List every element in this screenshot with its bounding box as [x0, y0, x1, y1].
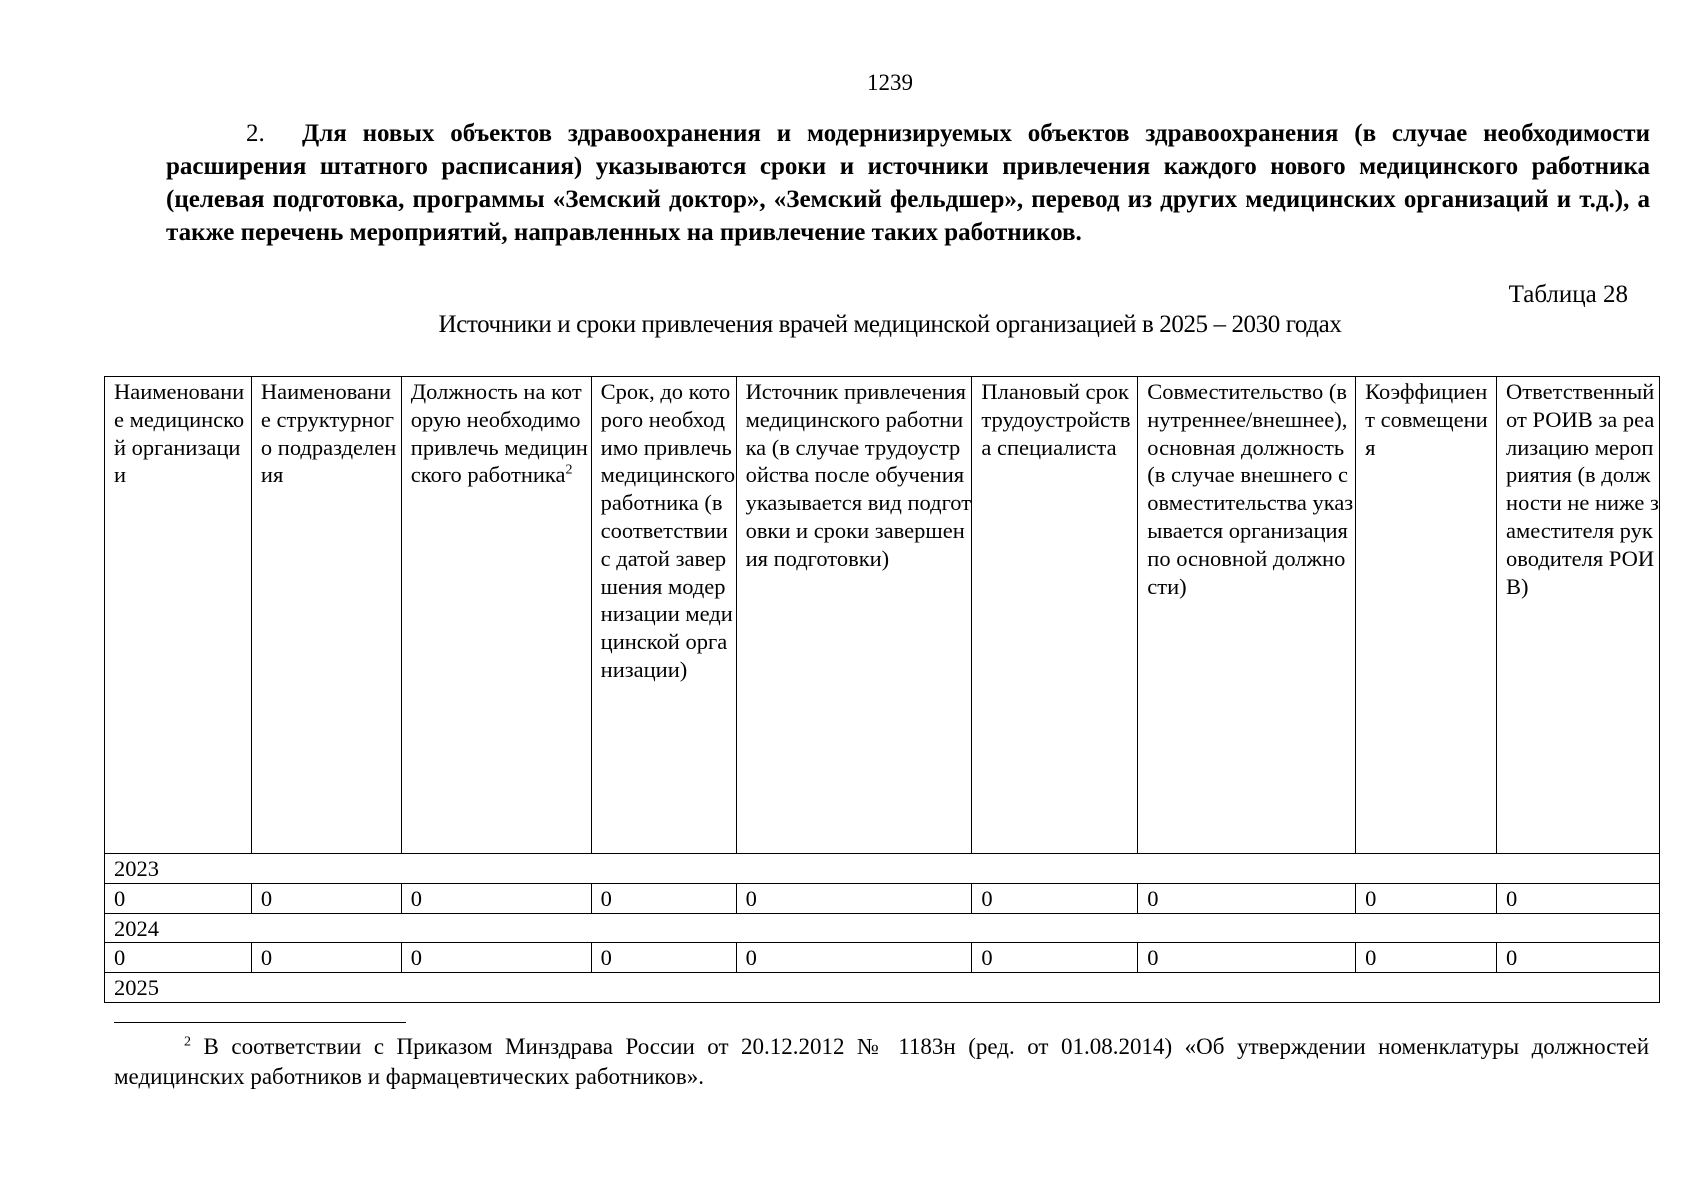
value-cell: 0 — [251, 883, 401, 913]
value-cell: 0 — [736, 943, 972, 973]
intro-text: Для новых объектов здравоохранения и модернизируемых объектов здравоохранения (в случае необходимости расширения штатного расписания) указываются сроки и источники привлечения каждого нового медицинского работника (целевая подготовка, программы «Земский доктор», «Земский фельдшер», перевод из других медицинских организаций и т.д.), а также перечень мероприятий, направленных на привлечение таких работников. — [166, 120, 1650, 246]
value-cell: 0 — [105, 883, 252, 913]
value-cell: 0 — [736, 883, 972, 913]
table-row — [105, 883, 1660, 913]
intro-paragraph — [166, 117, 1650, 249]
value-cell: 0 — [1356, 943, 1497, 973]
value-cell: 0 — [1497, 883, 1660, 913]
intro-number: 2. — [246, 120, 265, 147]
header-cell: Плановый срок трудоустройства специалиста — [972, 377, 1138, 854]
header-cell: Наименование структурного подразделения — [251, 377, 401, 854]
page-number: 1239 — [867, 70, 913, 95]
footnote-text: В соответствии с Приказом Минздрава России от 20.12.2012 № 1183н (ред. от 01.08.2014) «Об утверждении номенклатуры должностей медицинских работников и фармацевтических работников». — [114, 1034, 1650, 1089]
year-row — [105, 913, 1660, 943]
value-cell: 0 — [1138, 883, 1356, 913]
footnote-number: 2 — [184, 1034, 191, 1050]
table-caption: Источники и сроки привлечения врачей медицинской организацией в 2025 – 2030 годах — [438, 311, 1342, 338]
value-cell: 0 — [1356, 883, 1497, 913]
value-cell: 0 — [591, 883, 736, 913]
year-cell: 2023 — [105, 854, 1660, 884]
header-cell: Ответственный от РОИВ за реализацию мероприятия (в должности не ниже заместителя руководителя РОИВ) — [1497, 377, 1660, 854]
header-cell: Совместительство (внутреннее/внешнее), основная должность (в случае внешнего совместительства указывается организация по основной должности) — [1138, 377, 1356, 854]
value-cell: 0 — [401, 943, 591, 973]
header-cell: Срок, до которого необходимо привлечь медицинского работника (в соответствии с датой завершения модернизации медицинской организации) — [591, 377, 736, 854]
header-cell: Должность на которую необходимо привлечь медицинского работника$^2$ — [401, 377, 591, 854]
footnote-divider — [114, 1022, 406, 1023]
year-row — [105, 854, 1660, 884]
year-row — [105, 973, 1660, 1003]
header-cell: Источник привлечения медицинского работника (в случае трудоустройства после обучения указывается вид подготовки и сроки завершения подготовки) — [736, 377, 972, 854]
value-cell: 0 — [1138, 943, 1356, 973]
value-cell: 0 — [591, 943, 736, 973]
table-row — [105, 943, 1660, 973]
value-cell: 0 — [1497, 943, 1660, 973]
value-cell: 0 — [251, 943, 401, 973]
value-cell: 0 — [972, 883, 1138, 913]
value-cell: 0 — [105, 943, 252, 973]
footnote-mark: 2 — [565, 462, 573, 478]
value-cell: 0 — [972, 943, 1138, 973]
value-cell: 0 — [401, 883, 591, 913]
table-number: Таблица 28 — [1508, 281, 1628, 308]
footnote — [114, 1032, 1649, 1092]
year-cell: 2025 — [105, 973, 1660, 1003]
year-cell: 2024 — [105, 913, 1660, 943]
header-cell: Наименование медицинской организации — [105, 377, 252, 854]
recruitment-table — [104, 376, 1660, 1003]
table-header-row — [105, 377, 1660, 854]
header-cell: Коэффициент совмещения — [1356, 377, 1497, 854]
